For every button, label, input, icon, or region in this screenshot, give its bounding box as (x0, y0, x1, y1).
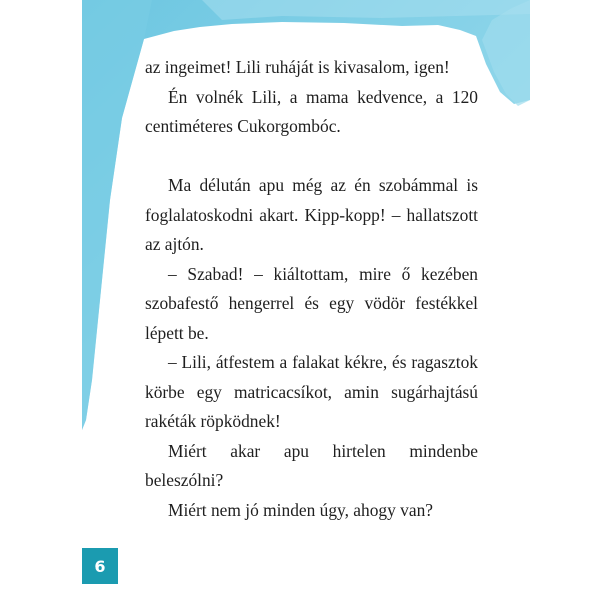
paragraph: Miért nem jó minden úgy, ahogy van? (168, 499, 433, 520)
story-text (145, 53, 478, 525)
book-page (82, 0, 530, 600)
paragraph: – Szabad! – kiáltottam, mire ő kezében szobafestő hengerrel és egy vödör festékkel lépett be. (145, 263, 478, 343)
paragraph: – Lili, átfestem a falakat kékre, és ragasztok körbe egy matricacsíkot, amin sugárhajtású rakéták röpködnek! (145, 352, 478, 431)
paragraph: Én volnék Lili, a mama kedvence, a 120 centiméteres Cukorgombóc. (145, 86, 478, 136)
page-number-badge: 6 (82, 548, 118, 584)
paragraph: Miért akar apu hirtelen mindenbe beleszólni? (145, 440, 478, 490)
paragraph: Ma délután apu még az én szobámmal is foglalatoskodni akart. Kipp-kopp! – hallatszott az ajtón. (145, 175, 478, 254)
paragraph: az ingeimet! Lili ruháját is kivasalom, igen! (145, 57, 450, 77)
